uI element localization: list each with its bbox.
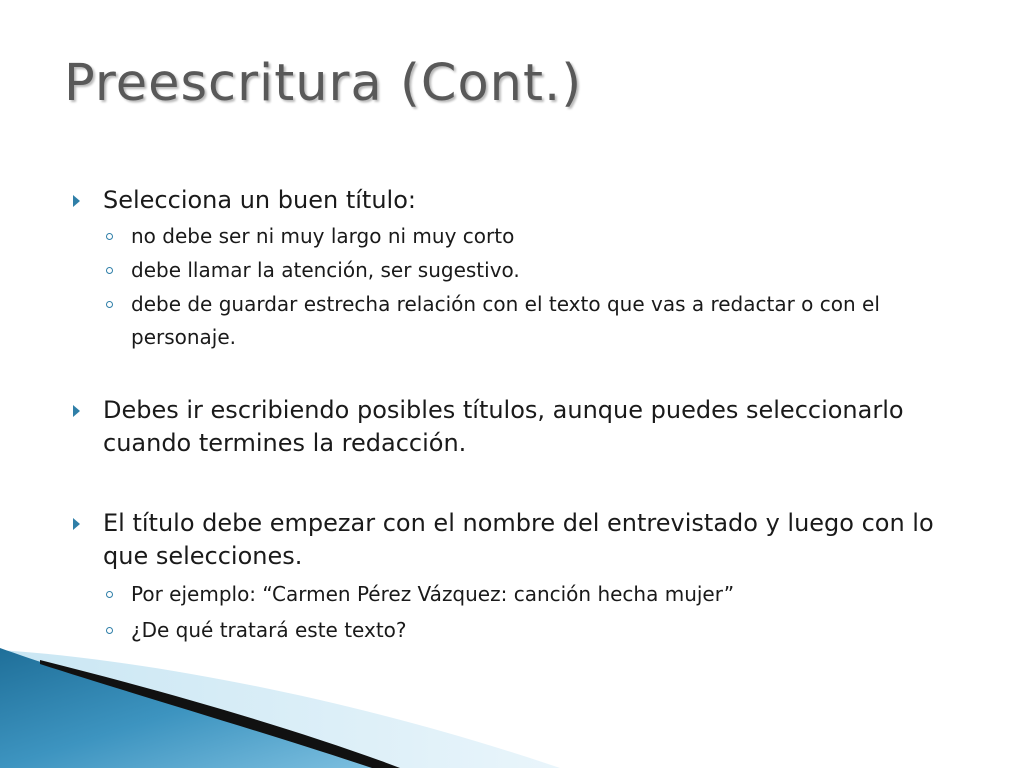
- bullet-text: Selecciona un buen título:: [103, 186, 416, 214]
- sub-bullet-text: debe de guardar estrecha relación con el texto que vas a redactar o con el personaje.: [131, 292, 880, 349]
- sub-bullet-text: ¿De qué tratará este texto?: [131, 618, 407, 642]
- bullet-text: El título debe empezar con el nombre del entrevistado y luego con lo que selecciones.: [103, 509, 934, 570]
- sub-bullet-text: Por ejemplo: “Carmen Pérez Vázquez: canción hecha mujer”: [131, 582, 735, 606]
- sub-bullet-text: no debe ser ni muy largo ni muy corto: [131, 224, 515, 248]
- slide-title: Preescritura (Cont.): [64, 54, 583, 113]
- sub-bullet-text: debe llamar la atención, ser sugestivo.: [131, 258, 520, 282]
- bullet-text: Debes ir escribiendo posibles títulos, aunque puedes seleccionarlo cuando termines la redacción.: [103, 396, 904, 457]
